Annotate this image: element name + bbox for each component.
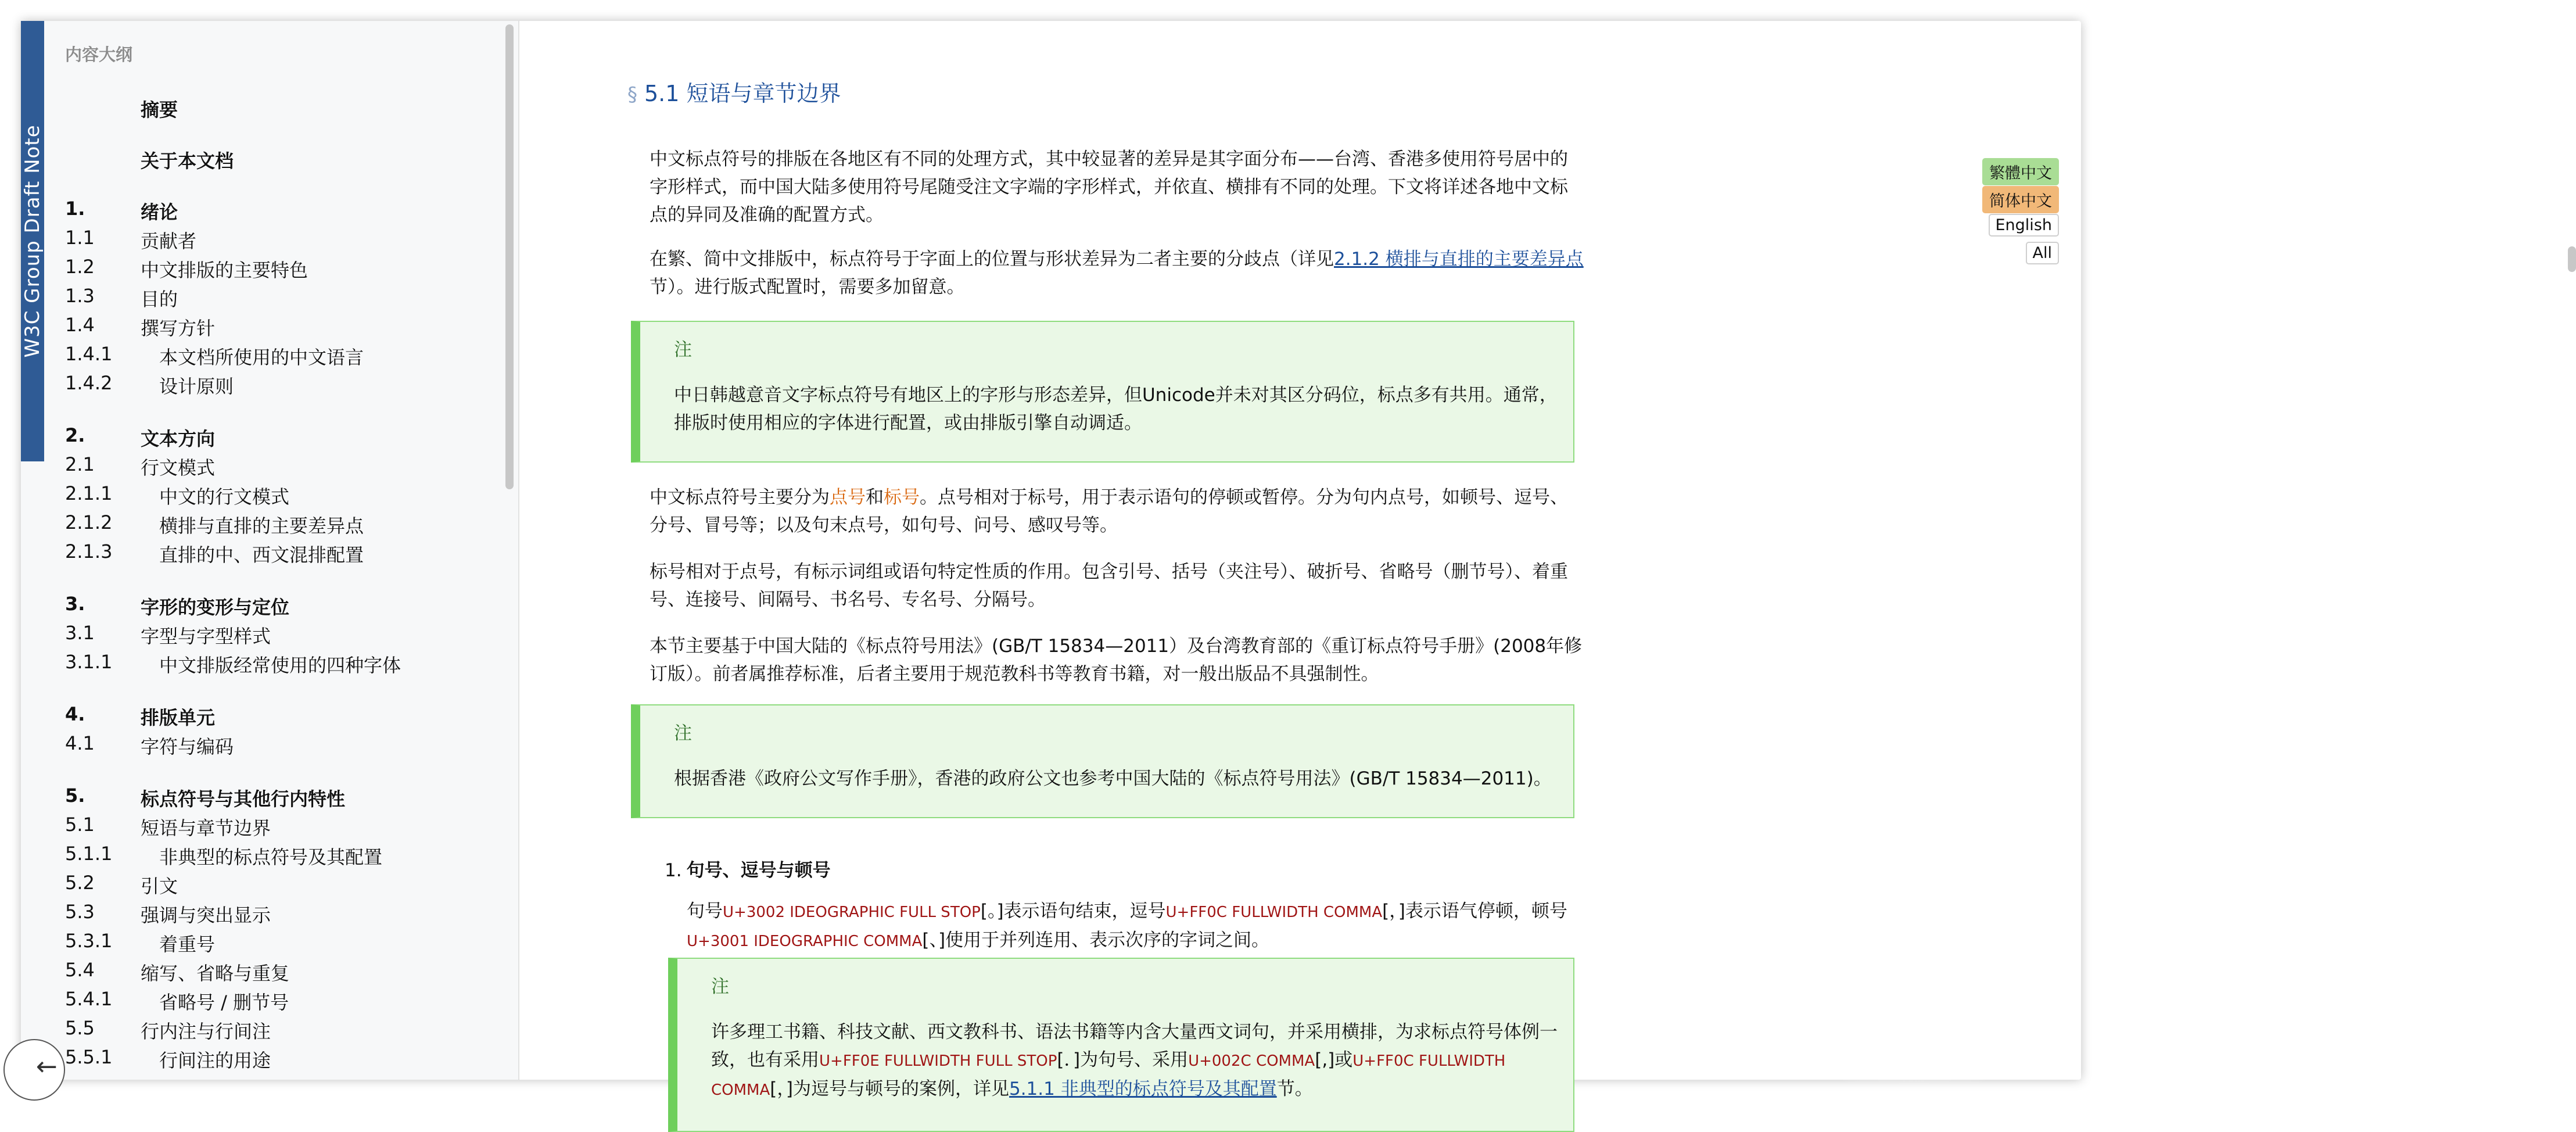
toc-item-number: 1.2 [65, 256, 95, 278]
paragraph-5: 本节主要基于中国大陆的《标点符号用法》(GB/T 15834—2011）及台湾教育部的《重订标点符号手册》(2008年修订版）。前者属推荐标准，后者主要用于规范教科书等教育书籍，对一般出版品不具强制性。 [650, 636, 1583, 685]
sidebar-scrollbar[interactable] [505, 24, 514, 489]
toc-item-label: 字符与编码 [141, 736, 234, 758]
toc-item-label: 行内注与行间注 [141, 1020, 271, 1043]
toc-item-label: 强调与突出显示 [141, 904, 271, 926]
toc-item-label: 非典型的标点符号及其配置 [159, 846, 383, 868]
note-box-1 [631, 321, 1574, 463]
section-title [627, 76, 841, 108]
toc-item-label: 文本方向 [141, 428, 216, 450]
toc-item-label: 横排与直排的主要差异点 [159, 515, 364, 537]
lang-all-button[interactable]: All [2026, 242, 2059, 264]
list-item-title: 1. 句号、逗号与顿号 [665, 860, 831, 881]
toc-item-number: 3.1 [65, 622, 95, 644]
scroll-fade [1763, 1044, 2065, 1084]
paragraph-punctuation: 句号U+3002 IDEOGRAPHIC FULL STOP[。]表示语句结束，逗号U+FF0C FULLWIDTH COMMA[，]表示语气停顿，顿号U+3001 IDEOGRAPHIC COMMA[、]使用于并列连用、表示次序的字词之间。 [687, 901, 1567, 951]
note-label: 注 [711, 976, 729, 997]
section-sign-link[interactable]: § [627, 83, 637, 106]
note-text: 根据香港《政府公文写作手册》，香港的政府公文也参考中国大陆的《标点符号用法》(GB/T 15834—2011)。 [674, 768, 1552, 789]
toc-item-label: 本文档所使用的中文语言 [159, 346, 364, 368]
toc-item-label: 绪论 [141, 201, 178, 223]
toc-item-label: 贡献者 [141, 230, 197, 252]
toc-item-number: 5.5.1 [65, 1046, 113, 1068]
toc-item-number: 5.4 [65, 959, 95, 981]
main-scrollbar[interactable] [2568, 246, 2576, 272]
logo-text: W3C Group Draft Note [21, 124, 44, 358]
paragraph-4: 标号相对于点号，有标示词组或语句特定性质的作用。包含引号、括号（夹注号）、破折号、省略号（删节号）、着重号、连接号、间隔号、书名号、专名号、分隔号。 [650, 561, 1568, 610]
section-title-text: 5.1 短语与章节边界 [644, 81, 841, 106]
term-dianhao[interactable]: 点号 [830, 487, 866, 508]
toc-item-label: 直排的中、西文混排配置 [159, 544, 364, 566]
lang-english-button[interactable]: English [1989, 214, 2060, 237]
code-u3002: U+3002 IDEOGRAPHIC FULL STOP [723, 904, 981, 921]
toc-item-number: 4. [65, 703, 85, 725]
toc-item-label: 中文排版经常使用的四种字体 [159, 654, 401, 676]
toc-item-number: 4.1 [65, 732, 95, 754]
note-text: 许多理工书籍、科技文献、西文教科书、语法书籍等内含大量西文词句，并采用横排，为求标点符号体例一致，也有采用U+FF0E FULLWIDTH FULL STOP[．]为句号、采用U+002C COMMA[,]或U+FF0C FULLWIDTH COMMA[，]为逗号与顿号的案例，详见5.1.1 非典型的标点符号及其配置节。 [711, 1022, 1558, 1099]
toc-item-label: 设计原则 [159, 375, 234, 397]
toc-item-label: 引文 [141, 875, 178, 897]
note-box-2 [631, 704, 1574, 818]
term-biaohao[interactable]: 标号 [884, 487, 920, 508]
toc-item-number: 1.4.1 [65, 343, 113, 365]
toc-item-number: 2.1.3 [65, 540, 113, 563]
toc-item-number: 5.3 [65, 901, 95, 923]
toc-item-label: 撰写方针 [141, 317, 216, 339]
toc-sidebar [21, 21, 519, 1080]
note-box-3 [668, 958, 1574, 1132]
code-uff0c: U+FF0C FULLWIDTH COMMA [1165, 904, 1383, 921]
lang-traditional-chinese-button[interactable]: 繁體中文 [1982, 158, 2059, 185]
paragraph-2: 在繁、简中文排版中，标点符号于字面上的位置与形状差异为二者主要的分歧点（详见2.1.2 横排与直排的主要差异点节）。进行版式配置时，需要多加留意。 [650, 249, 1584, 298]
toc-item-number: 5.3.1 [65, 930, 113, 952]
toc-item-number: 5.4.1 [65, 988, 113, 1010]
link-5-1-1[interactable]: 5.1.1 非典型的标点符号及其配置 [1009, 1079, 1277, 1099]
toc-heading: 内容大纲 [65, 45, 133, 65]
toc-item-label: 缩写、省略与重复 [141, 962, 290, 984]
toc-item-label: 关于本文档 [141, 150, 234, 172]
toc-item-number: 5. [65, 784, 85, 807]
toc-item-label: 着重号 [159, 933, 216, 955]
code-u3001: U+3001 IDEOGRAPHIC COMMA [687, 933, 923, 950]
lang-simplified-chinese-button[interactable]: 简体中文 [1982, 186, 2059, 213]
toc-item-label: 中文的行文模式 [159, 486, 290, 508]
code-uff0e: U+FF0E FULLWIDTH FULL STOP [819, 1052, 1057, 1070]
toc-item-label: 行文模式 [141, 457, 216, 479]
toc-item-label: 标点符号与其他行内特性 [141, 788, 346, 810]
toc-item-number: 5.1 [65, 814, 95, 836]
toc-item-label: 排版单元 [141, 707, 216, 729]
toc-item-label: 短语与章节边界 [141, 817, 271, 839]
toc-item-number: 2.1.2 [65, 511, 113, 533]
toc-item-number: 1. [65, 198, 85, 220]
arrow-left-icon: ← [36, 1052, 58, 1081]
toc-item-label: 目的 [141, 288, 178, 310]
toc-item-number: 5.2 [65, 872, 95, 894]
browser-window [21, 21, 2081, 1099]
toc-item-label: 字形的变形与定位 [141, 596, 290, 618]
toc-item-number: 1.1 [65, 227, 95, 249]
main-content [519, 21, 2081, 1099]
toc-item-number: 2.1 [65, 453, 95, 475]
w3c-group-draft-note-logo[interactable] [21, 21, 44, 461]
paragraph-3: 中文标点符号主要分为点号和标号。点号相对于标号，用于表示语句的停顿或暂停。分为句内点号，如顿号、逗号、分号、冒号等；以及句末点号，如句号、问号、感叹号等。 [650, 487, 1568, 536]
note-label: 注 [674, 723, 692, 744]
toc-item-label: 中文排版的主要特色 [141, 259, 308, 281]
code-u002c: U+002C COMMA [1188, 1052, 1315, 1070]
note-label: 注 [674, 339, 692, 360]
toc-item-number: 3.1.1 [65, 651, 113, 673]
toc-item-number: 2. [65, 424, 85, 446]
toc-item-number: 2.1.1 [65, 482, 113, 504]
code-uff0c: U+FF0C FULLWIDTH COMMA [711, 1052, 1506, 1099]
toc-item-number: 1.4 [65, 314, 95, 336]
toc-item-number: 3. [65, 593, 85, 615]
toc-item-label: 行间注的用途 [159, 1049, 271, 1072]
toc-item-label: 省略号 / 删节号 [159, 991, 289, 1013]
note-text: 中日韩越意音文字标点符号有地区上的字形与形态差异，但Unicode并未对其区分码位，标点多有共用。通常，排版时使用相应的字体进行配置，或由排版引擎自动调适。 [674, 385, 1558, 434]
toc-item-number: 1.4.2 [65, 372, 113, 394]
toc-item-number: 5.1.1 [65, 843, 113, 865]
toc-item-label: 字型与字型样式 [141, 625, 271, 647]
back-to-top-button[interactable] [3, 1039, 65, 1101]
toc-item-number: 1.3 [65, 285, 95, 307]
toc-item-number: 5.5 [65, 1017, 95, 1039]
paragraph-1: 中文标点符号的排版在各地区有不同的处理方式，其中较显著的差异是其字面分布——台湾、香港多使用符号居中的字形样式，而中国大陆多使用符号尾随受注文字端的字形样式，并依直、横排有不同的处理。下文将详述各地中文标点的异同及准确的配置方式。 [650, 149, 1568, 225]
link-2-1-2[interactable]: 2.1.2 横排与直排的主要差异点 [1334, 249, 1584, 270]
toc-item-label: 摘要 [141, 99, 178, 121]
